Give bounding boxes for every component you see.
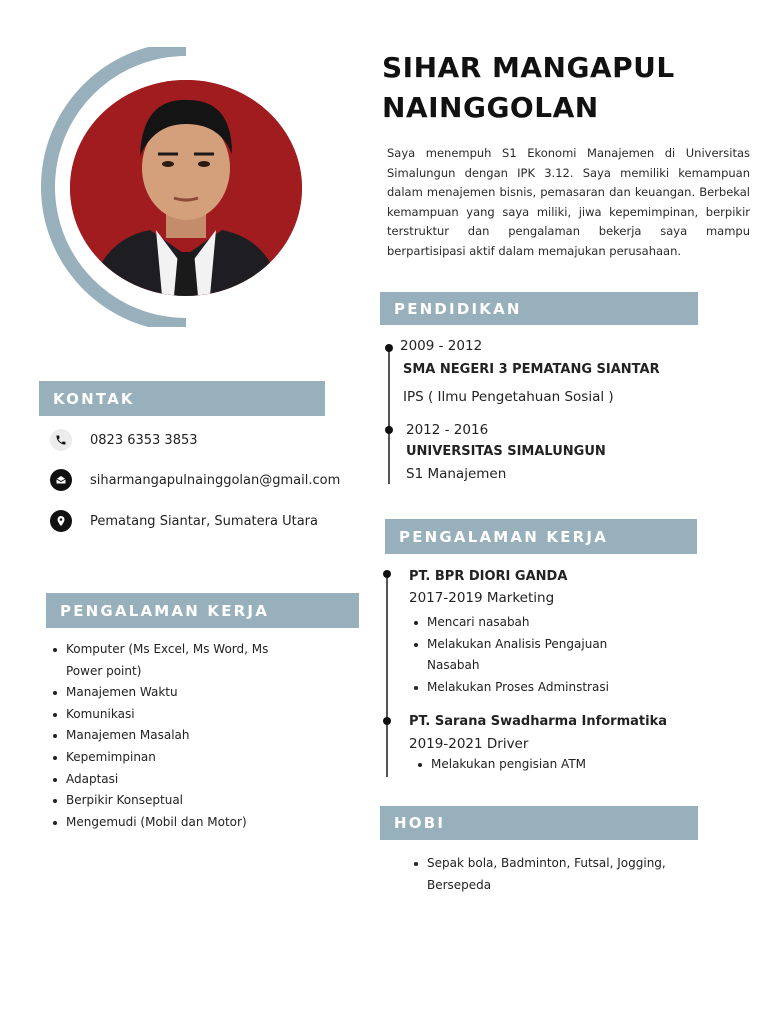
experience-role: 2019-2021 Driver	[409, 736, 529, 752]
hobi-item: Sepak bola, Badminton, Futsal, Jogging,	[411, 853, 711, 875]
skills-header: PENGALAMAN KERJA	[46, 593, 359, 628]
education-major: S1 Manajemen	[406, 466, 507, 482]
skill-item: Mengemudi (Mobil dan Motor)	[50, 812, 350, 834]
skill-item: Komunikasi	[50, 704, 350, 726]
education-years: 2012 - 2016	[406, 422, 489, 438]
full-name	[382, 48, 742, 128]
experience-company: PT. BPR DIORI GANDA	[409, 569, 568, 584]
education-timeline-line	[388, 348, 390, 484]
contact-email: siharmangapulnainggolan@gmail.com	[90, 472, 341, 488]
skill-item: Adaptasi	[50, 769, 350, 791]
name-line-1: SIHAR MANGAPUL	[382, 51, 675, 84]
education-years: 2009 - 2012	[400, 338, 483, 354]
skill-item: Manajemen Waktu	[50, 682, 350, 704]
experience-timeline-line	[386, 574, 388, 777]
task-item: Mencari nasabah	[411, 612, 701, 634]
task-item-continued	[411, 655, 701, 677]
phone-icon	[50, 429, 72, 451]
hobi-list	[411, 853, 711, 896]
experience-tasks	[415, 754, 705, 776]
timeline-dot	[385, 426, 393, 434]
skill-item: Manajemen Masalah	[50, 725, 350, 747]
name-line-2: NAINGGOLAN	[382, 91, 599, 124]
skill-item: Komputer (Ms Excel, Ms Word, Ms	[50, 639, 350, 661]
education-school: SMA NEGERI 3 PEMATANG SIANTAR	[403, 362, 660, 377]
kontak-header: KONTAK	[39, 381, 325, 416]
location-pin-icon	[50, 510, 72, 532]
experience-company: PT. Sarana Swadharma Informatika	[409, 714, 667, 729]
contact-phone: 0823 6353 3853	[90, 432, 198, 448]
skill-item-continued-text: Power point)	[66, 663, 142, 678]
timeline-dot	[383, 717, 391, 725]
task-item: Melakukan pengisian ATM	[415, 754, 705, 776]
profile-summary: Saya menempuh S1 Ekonomi Manajemen di Universitas Simalungun dengan IPK 3.12. Saya memiliki kemampuan dalam menajemen bisnis, pemasaran dan keuangan. Berbekal kemampuan yang saya miliki, jiwa kepemimpinan, berpikir terstruktur dan pengalaman bekerja saya mampu berpartisipasi aktif dalam memajukan perusahaan.	[387, 146, 750, 258]
skills-list	[50, 639, 350, 833]
contact-address: Pematang Siantar, Sumatera Utara	[90, 513, 318, 529]
timeline-dot	[385, 344, 393, 352]
experience-role: 2017-2019 Marketing	[409, 590, 555, 606]
email-icon	[50, 469, 72, 491]
experience-tasks	[411, 612, 701, 698]
experience-header: PENGALAMAN KERJA	[385, 519, 697, 554]
task-item: Melakukan Analisis Pengajuan	[411, 634, 701, 656]
education-major: IPS ( Ilmu Pengetahuan Sosial )	[403, 389, 614, 405]
task-item-continued-text: Nasabah	[427, 658, 480, 673]
task-item: Melakukan Proses Adminstrasi	[411, 677, 701, 699]
skill-item-continued	[50, 661, 350, 683]
pendidikan-header: PENDIDIKAN	[380, 292, 698, 325]
contact-email-row	[50, 469, 340, 491]
hobi-item-continued-text: Bersepeda	[427, 877, 492, 892]
profile-photo	[70, 80, 302, 296]
timeline-dot	[383, 570, 391, 578]
contact-phone-row	[50, 429, 198, 451]
education-school: UNIVERSITAS SIMALUNGUN	[406, 444, 606, 459]
skill-item: Kepemimpinan	[50, 747, 350, 769]
hobi-item-continued	[411, 875, 711, 897]
contact-address-row	[50, 510, 318, 532]
hobi-header: HOBI	[380, 806, 698, 840]
skill-item: Berpikir Konseptual	[50, 790, 350, 812]
